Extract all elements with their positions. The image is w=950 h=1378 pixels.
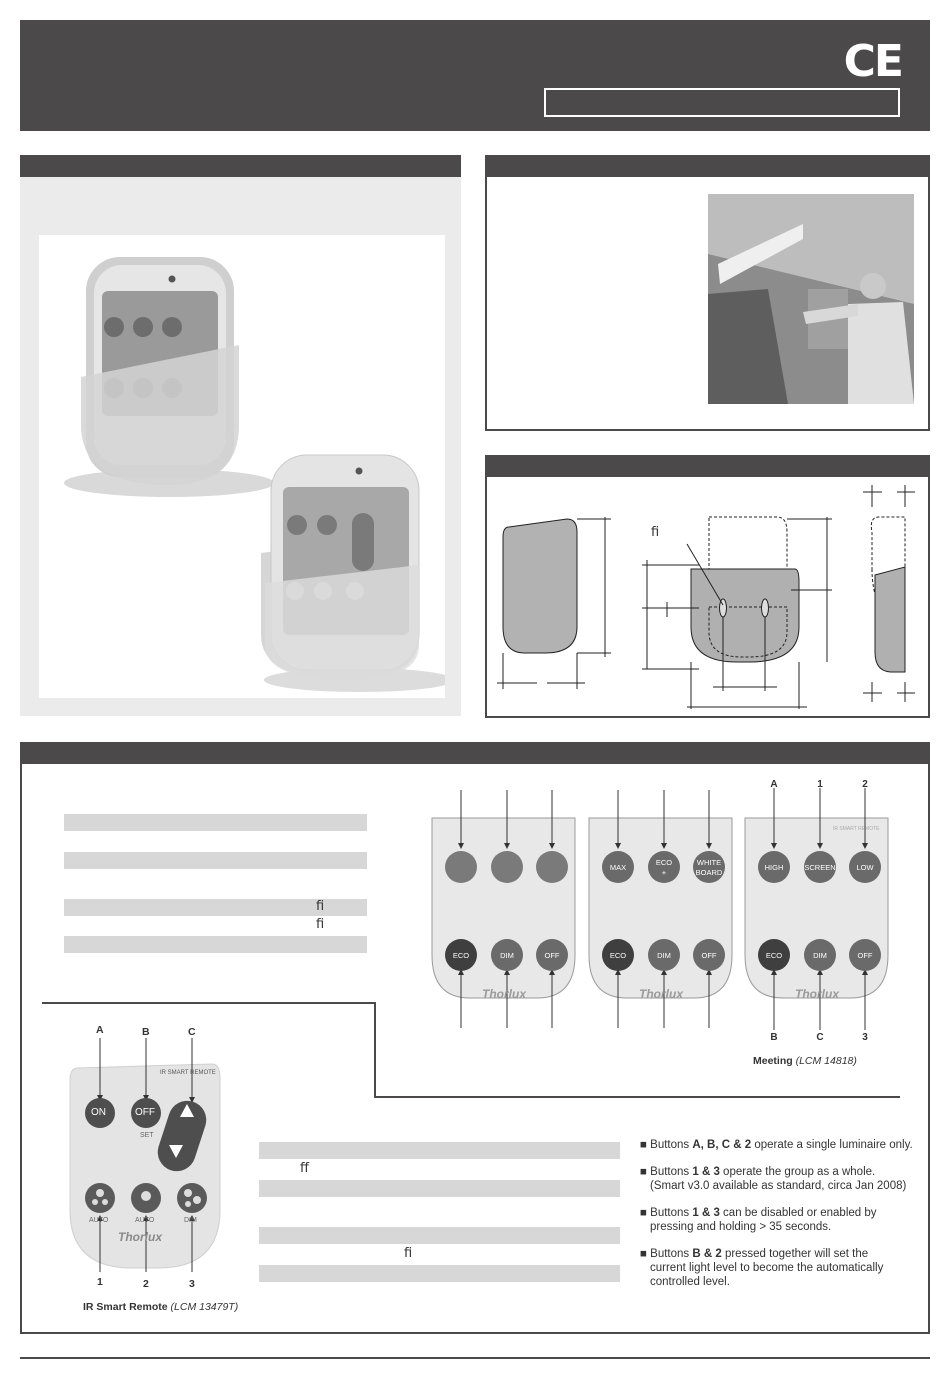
remote-1-top-button-1[interactable] <box>445 851 477 883</box>
button-notes <box>638 1138 918 1302</box>
remote-3-top-label-1: HIGH <box>764 863 784 872</box>
options-fi-glyph-1: ﬁ <box>316 899 325 914</box>
meeting-caption-name: Meeting <box>753 1055 793 1067</box>
remote-2-bottom-label-2: DIM <box>657 951 671 960</box>
remote-3-bottom-letter-3: 3 <box>862 1032 868 1040</box>
remote-2-bottom-label-3: OFF <box>701 951 717 960</box>
remote-3-bottom-letter-1: B <box>770 1032 778 1040</box>
ir-remote-caption <box>83 1301 238 1313</box>
ir-panel-label: IR SMART REMOTE <box>160 1070 216 1076</box>
remote-1-bottom-label-1: ECO <box>452 951 470 960</box>
note-2: ■ Buttons 1 & 3 operate the group as a whole. (Smart v3.0 available as standard, circa Jan 2008) <box>640 1166 907 1192</box>
ce-mark: CE <box>843 36 902 87</box>
options-fi-glyph-2: ﬁ <box>316 917 325 932</box>
remote-2-top-label-3: BOARD <box>695 868 723 877</box>
ir-number-1: 1 <box>97 1276 103 1288</box>
remote-1-bottom-label-3: OFF <box>544 951 560 960</box>
remote-2-brand-logo: Thorlux <box>639 987 683 1001</box>
ir-brand-logo: Thorlux <box>118 1230 162 1244</box>
remote-3-top-label-3: LOW <box>856 863 874 872</box>
remote-2-bottom-label-1: ECO <box>609 951 627 960</box>
remote-1-top-button-3[interactable] <box>536 851 568 883</box>
lower-ff-glyph: ﬀ <box>300 1161 309 1176</box>
ir-number-3: 3 <box>189 1278 195 1290</box>
ir-caption-code: (LCM 13479T) <box>170 1301 239 1313</box>
lower-row-2 <box>259 1180 620 1197</box>
ir-auto-label-1: AUTO <box>89 1217 109 1224</box>
remote-1-brand-logo: Thorlux <box>482 987 526 1001</box>
ir-smart-remote-figure <box>60 1020 240 1295</box>
remote-3-top-label-2: SCREEN <box>804 863 836 872</box>
remote-1-bottom-label-2: DIM <box>500 951 514 960</box>
ir-number-2: 2 <box>143 1278 149 1290</box>
remote-plate-2 <box>589 818 732 998</box>
lower-row-3 <box>259 1227 620 1244</box>
ir-on-button[interactable]: ON <box>91 1107 106 1118</box>
remote-3-top-letter-2: 1 <box>817 779 823 790</box>
lower-row-1 <box>259 1142 620 1159</box>
ir-auto-label-2: AUTO <box>135 1217 155 1224</box>
note-4: ■ Buttons B & 2 pressed together will set the current light level to become the automatically controlled level. <box>640 1248 884 1288</box>
ir-letter-c: C <box>188 1026 196 1038</box>
ir-dim-label: DIM <box>184 1217 197 1224</box>
remote-3-bottom-label-2: DIM <box>813 951 827 960</box>
remote-2-top-label-3: WHITE <box>696 858 722 867</box>
note-1: ■ Buttons A, B, C & 2 operate a single luminaire only. <box>640 1139 913 1151</box>
ir-off-button[interactable]: OFF <box>135 1107 155 1118</box>
lower-fi-glyph: ﬁ <box>404 1246 413 1261</box>
remote-3-top-letter-1: A <box>770 779 778 790</box>
meeting-caption-code: (LCM 14818) <box>792 1055 857 1067</box>
remote-3-brand-logo: Thorlux <box>795 987 839 1001</box>
meeting-remote-caption <box>753 1055 857 1067</box>
note-3: ■ Buttons 1 & 3 can be disabled or enabled by pressing and holding > 35 seconds. <box>640 1207 877 1233</box>
fixing-hole-glyph: ﬁ <box>651 525 660 540</box>
remote-3-panel-label: IR SMART REMOTE <box>833 826 880 832</box>
remote-plate-1 <box>432 818 575 998</box>
remote-2-top-button-2[interactable] <box>648 851 680 883</box>
remote-3-top-letter-3: 2 <box>862 779 868 790</box>
ir-letter-a: A <box>96 1024 104 1036</box>
remote-faceplates <box>420 770 900 1040</box>
remote-2-top-button-3[interactable] <box>693 851 725 883</box>
remote-2-top-label-2: + <box>661 868 667 877</box>
remote-3-bottom-label-3: OFF <box>857 951 873 960</box>
footer-rule <box>20 1357 930 1359</box>
remote-3-bottom-label-1: ECO <box>765 951 783 960</box>
remote-2-top-label-2: ECO <box>655 858 673 867</box>
remote-plate-3 <box>745 818 888 998</box>
remote-1-top-button-2[interactable] <box>491 851 523 883</box>
ir-letter-b: B <box>142 1026 150 1038</box>
remote-3-bottom-letter-2: C <box>816 1032 824 1040</box>
lower-row-4 <box>259 1265 620 1282</box>
ir-caption-name: IR Smart Remote <box>83 1301 168 1313</box>
remote-2-top-label-1: MAX <box>609 863 627 872</box>
ir-set-label: SET <box>140 1132 154 1139</box>
